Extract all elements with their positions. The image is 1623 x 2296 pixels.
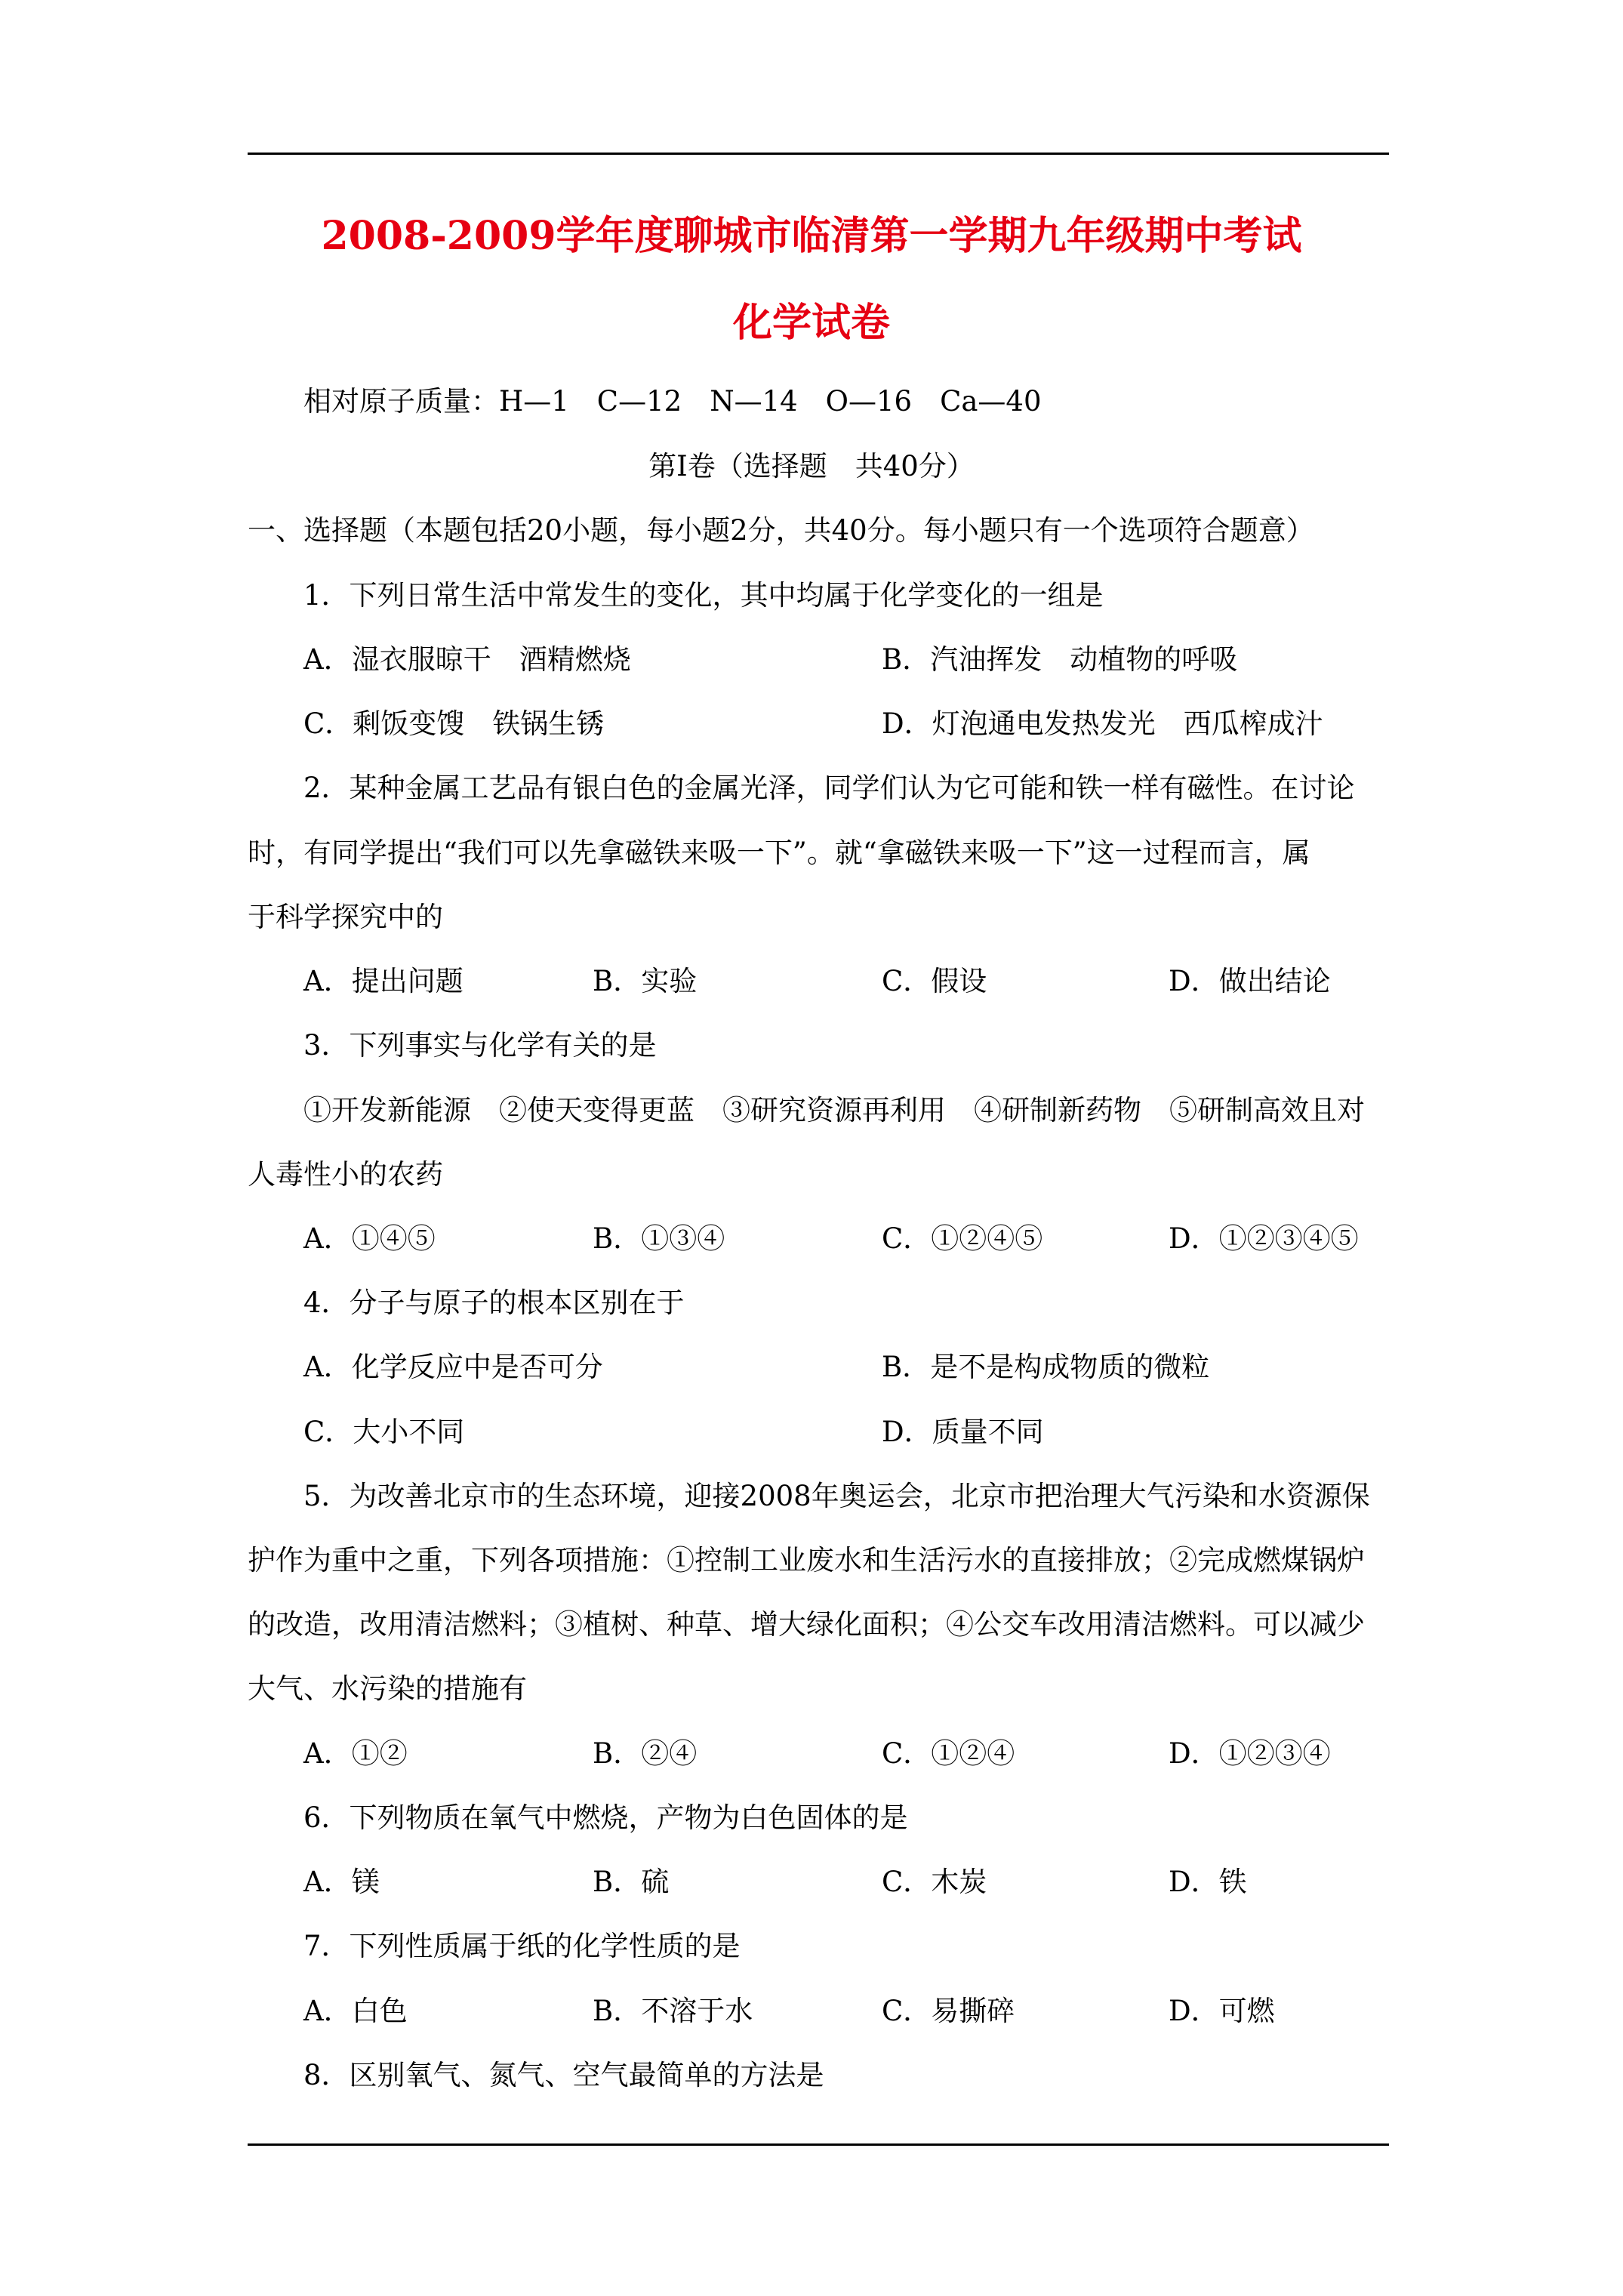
- question-3-option-a: A．①④⑤: [303, 1222, 436, 1255]
- question-4-option-c: C．大小不同: [303, 1416, 465, 1448]
- exam-subject: 化学试卷: [732, 300, 890, 346]
- question-1-option-a: A．湿衣服晾干 酒精燃烧: [303, 643, 631, 676]
- section-title: 一、选择题（本题包括20小题，每小题2分，共40分。每小题只有一个选项符合题意）: [248, 514, 1314, 547]
- question-5-option-d: D．①②③④: [1169, 1737, 1331, 1770]
- question-6-option-d: D．铁: [1169, 1866, 1247, 1898]
- question-7-option-c: C．易撕碎: [882, 1995, 1015, 2027]
- question-4-stem: 4．分子与原子的根本区别在于: [303, 1287, 685, 1319]
- question-3-option-d: D．①②③④⑤: [1169, 1222, 1359, 1255]
- question-5-option-a: A．①②: [303, 1737, 408, 1770]
- question-2-option-d: D．做出结论: [1169, 965, 1331, 997]
- question-4-option-a: A．化学反应中是否可分: [303, 1351, 603, 1383]
- question-1-stem: 1．下列日常生活中常发生的变化，其中均属于化学变化的一组是: [303, 579, 1104, 612]
- question-2-stem: 2．某种金属工艺品有银白色的金属光泽，同学们认为它可能和铁一样有磁性。在讨论: [303, 772, 1355, 804]
- exam-title: 2008-2009学年度聊城市临清第一学期九年级期中考试: [321, 213, 1302, 259]
- question-7-stem: 7．下列性质属于纸的化学性质的是: [303, 1930, 741, 1962]
- question-3-option-b: B．①③④: [593, 1222, 725, 1255]
- question-6-option-b: B．硫: [593, 1866, 670, 1898]
- question-1-option-b: B．汽油挥发 动植物的呼吸: [882, 643, 1238, 676]
- question-7-option-b: B．不溶于水: [593, 1995, 753, 2027]
- question-5-option-b: B．②④: [593, 1737, 698, 1770]
- question-2-option-c: C．假设: [882, 965, 987, 997]
- question-8-stem: 8．区别氧气、氮气、空气最简单的方法是: [303, 2059, 824, 2091]
- question-5-stem: 5．为改善北京市的生态环境，迎接2008年奥运会，北京市把治理大气污染和水资源保: [303, 1480, 1370, 1512]
- question-5-stem-cont: 大气、水污染的措施有: [248, 1672, 527, 1705]
- footer-rule: [248, 2143, 1389, 2146]
- question-4-option-b: B．是不是构成物质的微粒: [882, 1351, 1210, 1383]
- question-1-option-c: C．剩饭变馊 铁锅生锈: [303, 707, 605, 740]
- question-7-option-d: D．可燃: [1169, 1995, 1275, 2027]
- question-6-stem: 6．下列物质在氧气中燃烧，产物为白色固体的是: [303, 1801, 908, 1834]
- volume-title: 第Ⅰ卷（选择题 共40分）: [648, 450, 975, 482]
- question-7-option-a: A．白色: [303, 1995, 408, 2027]
- question-6-option-c: C．木炭: [882, 1866, 987, 1898]
- question-4-option-d: D．质量不同: [882, 1416, 1044, 1448]
- question-1-option-d: D．灯泡通电发热发光 西瓜榨成汁: [882, 707, 1323, 740]
- question-5-option-c: C．①②④: [882, 1737, 1015, 1770]
- header-rule: [248, 153, 1389, 155]
- question-6-option-a: A．镁: [303, 1866, 380, 1898]
- question-2-stem-cont: 时，有同学提出“我们可以先拿磁铁来吸一下”。就“拿磁铁来吸一下”这一过程而言，属: [248, 837, 1310, 869]
- question-3-stem: 3．下列事实与化学有关的是: [303, 1029, 657, 1062]
- question-2-option-b: B．实验: [593, 965, 698, 997]
- question-3-statements-cont: 人毒性小的农药: [248, 1158, 443, 1191]
- question-2-stem-cont: 于科学探究中的: [248, 901, 443, 933]
- question-2-option-a: A．提出问题: [303, 965, 463, 997]
- question-3-option-c: C．①②④⑤: [882, 1222, 1043, 1255]
- question-5-stem-cont: 护作为重中之重，下列各项措施：①控制工业废水和生活污水的直接排放；②完成燃煤锅炉: [248, 1544, 1365, 1576]
- question-3-statements: ①开发新能源 ②使天变得更蓝 ③研究资源再利用 ④研制新药物 ⑤研制高效且对: [303, 1094, 1365, 1126]
- question-5-stem-cont: 的改造，改用清洁燃料；③植树、种草、增大绿化面积；④公交车改用清洁燃料。可以减少: [248, 1608, 1365, 1641]
- atomic-mass-note: 相对原子质量：H—1 C—12 N—14 O—16 Ca—40: [303, 385, 1042, 418]
